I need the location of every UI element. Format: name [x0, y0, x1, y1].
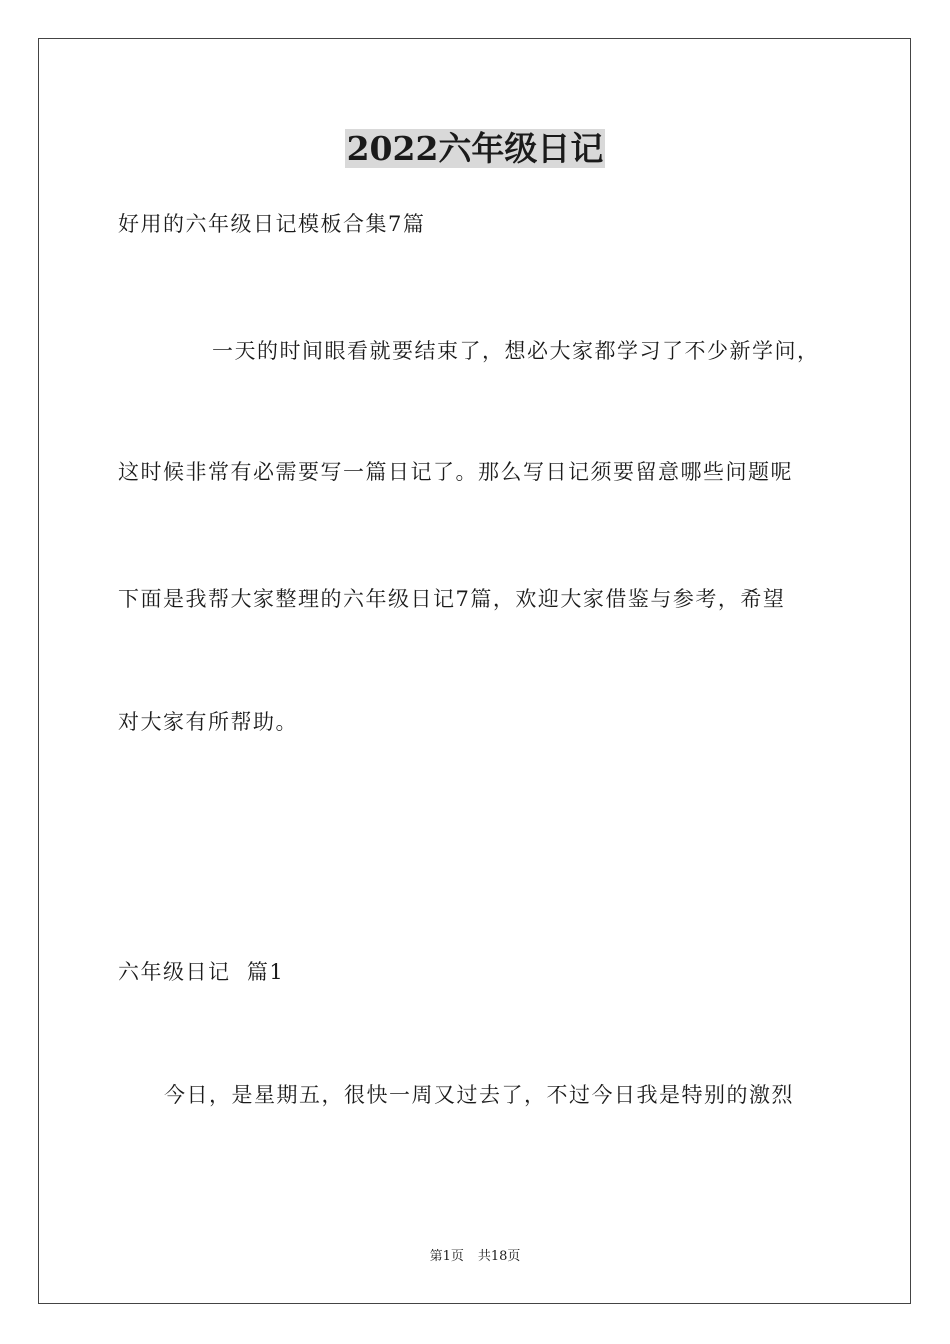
- page-total: 共18页: [477, 1249, 521, 1264]
- intro-paragraph-line-4: 对大家有所帮助。: [118, 710, 298, 734]
- section-body-line-1: 今日，是星期五，很快一周又过去了，不过今日我是特别的激烈: [164, 1083, 794, 1107]
- document-subtitle: 好用的六年级日记模板合集7篇: [118, 212, 426, 236]
- document-title-text: 2022六年级日记: [346, 129, 604, 168]
- document-title: [0, 127, 950, 171]
- intro-paragraph-line-3: 下面是我帮大家整理的六年级日记7篇，欢迎大家借鉴与参考，希望: [118, 587, 786, 611]
- page-number: 第1页: [429, 1249, 464, 1264]
- page-footer: [0, 1248, 950, 1266]
- intro-paragraph-line-1: 一天的时间眼看就要结束了，想必大家都学习了不少新学问，: [212, 339, 820, 363]
- section-heading: 六年级日记 篇1: [118, 960, 285, 984]
- intro-paragraph-line-2: 这时候非常有必需要写一篇日记了。那么写日记须要留意哪些问题呢: [118, 460, 793, 484]
